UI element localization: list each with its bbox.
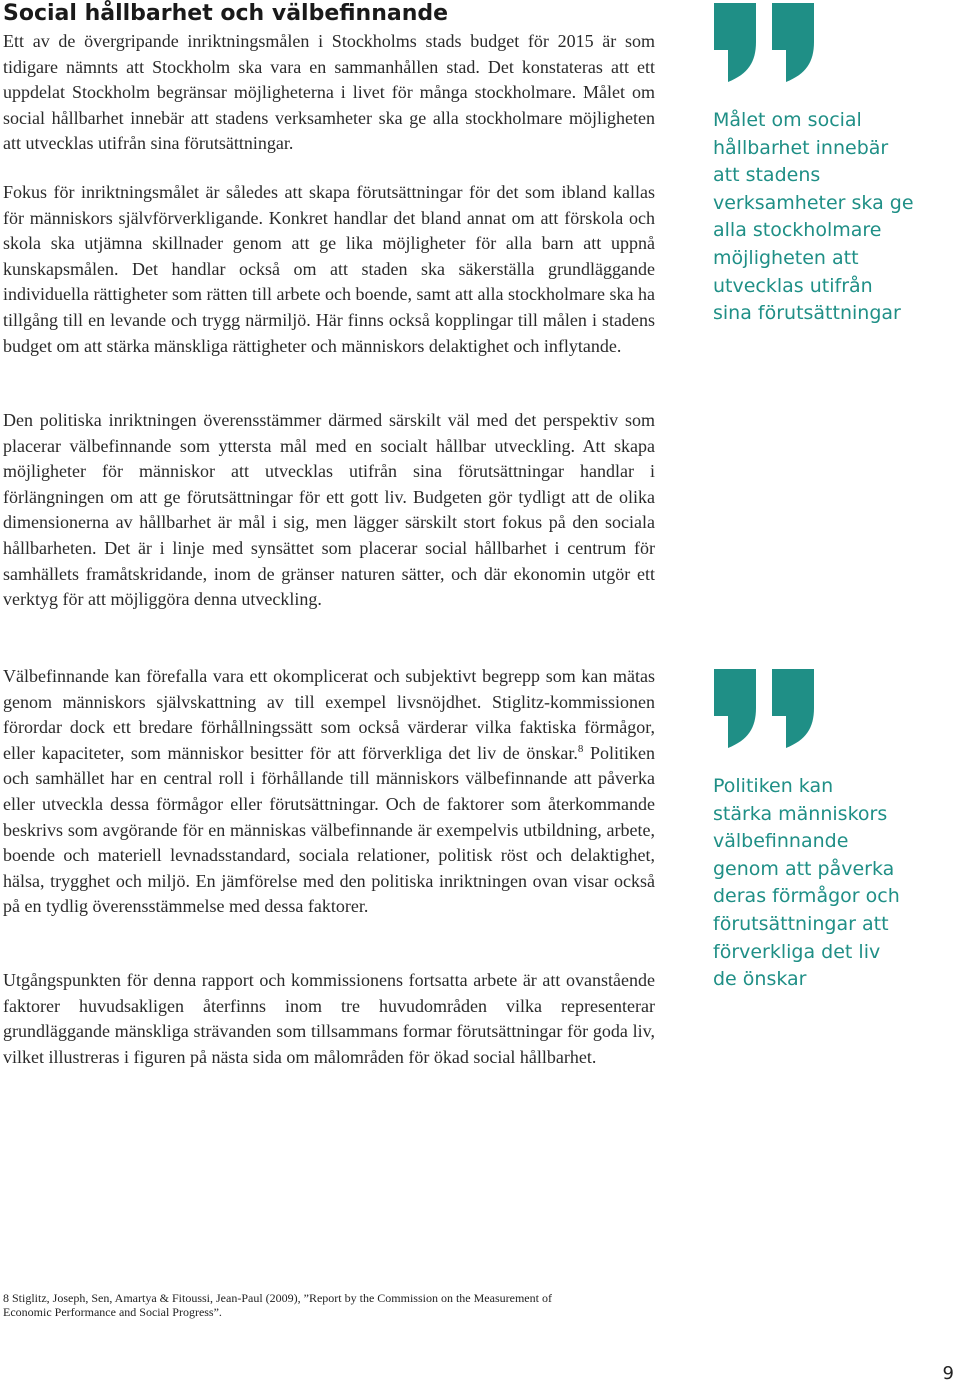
body-paragraph-4: [3, 664, 655, 920]
body-paragraph-5: Utgångspunkten för denna rapport och kommissionens fortsatta arbete är att ovanstående faktorer huvudsakligen återfinns inom tre huvudområden vilka representerar grundläggande mänskliga strävanden som tillsammans formar förutsättningar för goda liv, vilket illustreras i figuren på nästa sida om målområden för ökad social hållbarhet.: [3, 970, 655, 1067]
footnote: 8 Stiglitz, Joseph, Sen, Amartya & Fitoussi, Jean-Paul (2009), ”Report by the Commission on the Measurement of Economic Performance and Social Progress”.: [3, 1291, 552, 1319]
section-heading: Social hållbarhet och välbefinnande: [3, 1, 449, 26]
paragraph-4-text-b: Politiken och samhället har en central roll i förhållande till människors välbefinnande att påverka eller utveckla dessa förmågor eller förutsättningar. Och de faktorer som återkommande beskrivs som avgörande för en människas välbefinnande är exempelvis utbildning, arbete, boende och materiell levnadsstandard, sociala relationer, politisk röst och delaktighet, hälsa, trygghet och miljö. En jämförelse med den politiska inriktningen ovan visar också på en tydlig överensstämmelse med dessa faktorer.: [3, 742, 656, 917]
pull-quote-1: Målet om social hållbarhet innebär att stadens verksamheter ska ge alla stockholmare möjligheten att utvecklas utifrån sina förutsättningar: [713, 109, 914, 325]
body-paragraph-3: Den politiska inriktningen överensstämmer därmed särskilt väl med det perspektiv som placerar välbefinnande som yttersta mål med en socialt hållbar utveckling. Att skapa möjligheter för människor att utvecklas utifrån sina förutsättningar handlar i förlängningen om att ge förutsättningar för ett gott liv. Budgeten gör tydligt att de olika dimensionerna av hållbarhet är mål i sig, men lägger särskilt stort fokus på den sociala hållbarheten. Det är i linje med synsättet som placerar social hållbarhet i centrum för samhällets framåtskridande, inom de gränser naturen sätter, och där ekonomin utgör ett verktyg för att möjliggöra denna utveckling.: [3, 410, 655, 610]
quote-mark-icon: [712, 0, 816, 84]
body-paragraph-2: Fokus för inriktningsmålet är således att skapa förutsättningar för det som ibland kallas för människors självförverkligande. Konkret handlar det bland annat om att förskola och skola ska utjämna skillnader genom att ge lika möjligheter för alla barn att uppnå kunskapsmålen. Det handlar också om att staden ska säkerställa grundläggande individuella rättigheter som rätten till arbete och boende, samt att alla stockholmare ska ha tillgång till en levande och trygg närmiljö. Här finns också kopplingar till målen i stadens budget om att stärka mänskliga rättigheter och människors delaktighet och inflytande.: [3, 182, 655, 356]
pull-quote-2: Politiken kan stärka människors välbefinnande genom att påverka deras förmågor och förutsättningar att förverkliga det liv de önskar: [713, 775, 900, 991]
body-paragraph-1: Ett av de övergripande inriktningsmålen i Stockholms stads budget för 2015 är som tidigare nämnts att Stockholm ska vara en sammanhållen stad. Det konstateras att ett uppdelat Stockholm begränsar möjligheterna i livet för många stockholmare. Målet om social hållbarhet innebär att stadens verksamheter ska ge alla stockholmare möjligheten att utvecklas utifrån sina förutsättningar.: [3, 31, 655, 154]
paragraph-4-text-a: Välbefinnande kan förefalla vara ett okomplicerat och subjektivt begrepp som kan mätas genom människors självskattning av till exempel livsnöjdhet. Stiglitz-kommissionen förordar dock ett bredare förhållningssätt som också värderar vilka faktiska förmågor, eller kapaciteter, som människor besitter för att förverkliga det liv de önskar.: [3, 666, 655, 763]
page-number: 9: [942, 1363, 954, 1384]
quote-mark-icon: [712, 666, 816, 750]
footnote-reference: 8: [577, 742, 584, 755]
